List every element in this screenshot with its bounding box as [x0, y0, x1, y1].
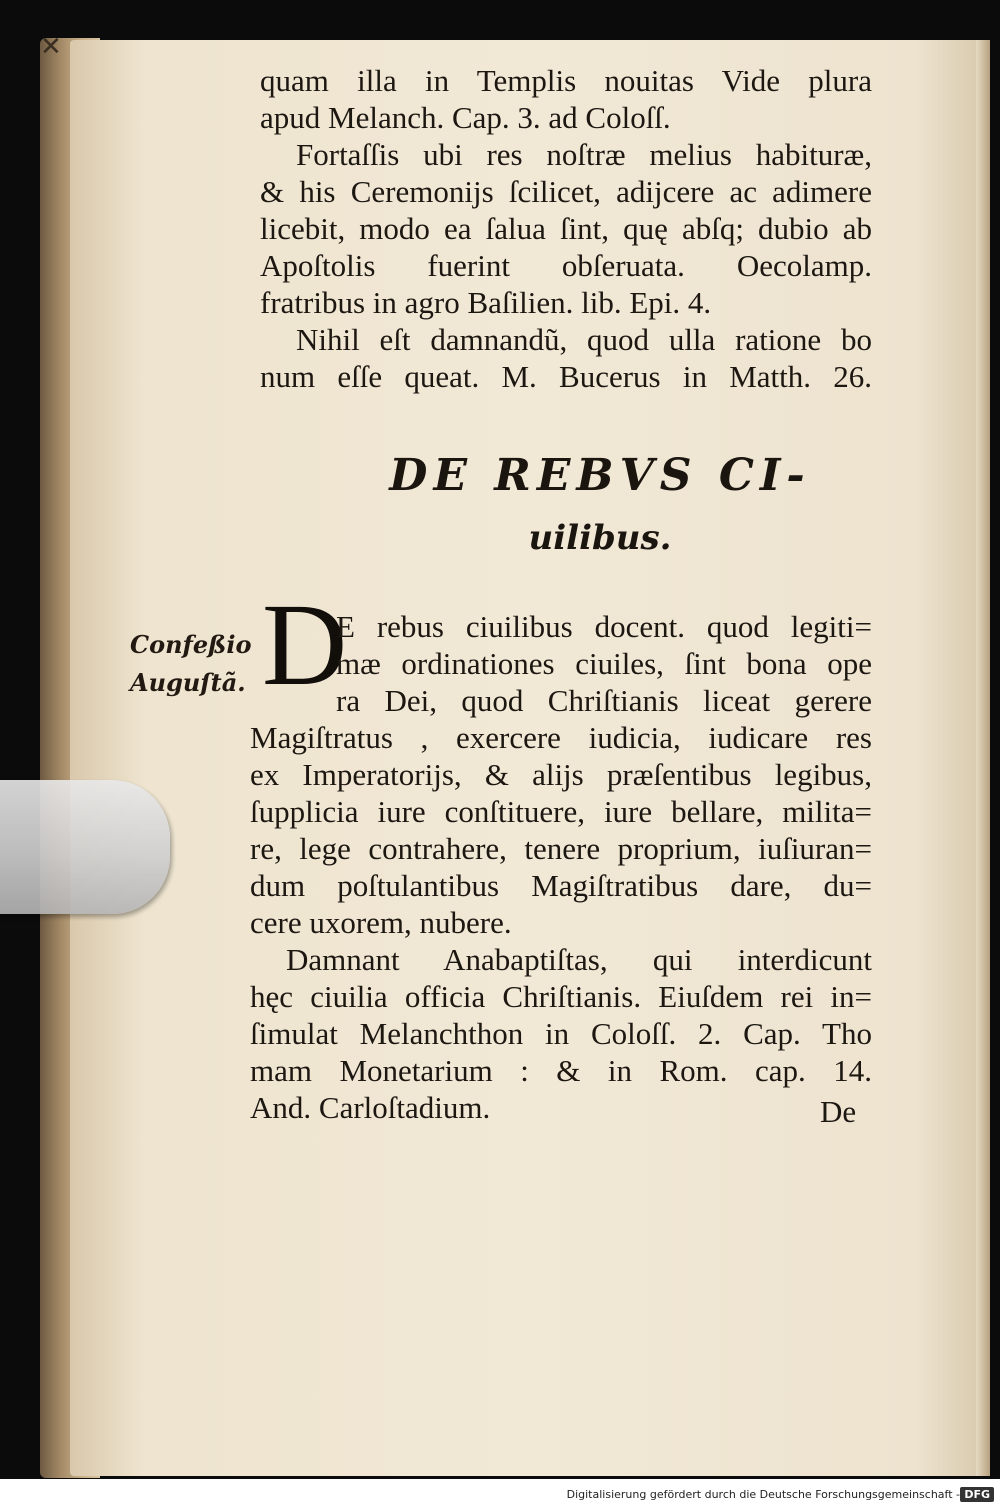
- text-line: ra Dei, quod Chriſtianis liceat gerere: [336, 683, 872, 718]
- corner-mark: ✕: [40, 32, 62, 62]
- text-line: mam Monetarium : & in Rom. cap. 14.: [250, 1053, 872, 1088]
- catchword: De: [820, 1094, 857, 1129]
- marginal-note: [130, 626, 252, 702]
- text-line: mæ ordinationes ciuiles, ſint bona ope: [336, 646, 872, 681]
- text-line: ſupplicia iure conſtituere, iure bellare, milita=: [250, 794, 872, 829]
- text-line: And. Carloſtadium.: [250, 1090, 491, 1125]
- marginal-note-line: Auguſtã.: [130, 668, 246, 697]
- text-line: ſimulat Melanchthon in Coloſſ. 2. Cap. Tho: [250, 1016, 872, 1051]
- text-line: num eſſe queat. M. Bucerus in Matth. 26.: [260, 359, 872, 394]
- text-line: Fortaſſis ubi res noſtræ melius habituræ,: [296, 137, 872, 172]
- page-clip: [0, 780, 170, 914]
- text-line: fratribus in agro Baſilien. lib. Epi. 4.: [260, 285, 712, 320]
- text-line: cere uxorem, nubere.: [250, 905, 512, 940]
- marginal-note-line: Confeßio: [130, 630, 252, 659]
- drop-cap: D: [262, 579, 348, 710]
- text-line: Nihil eſt damnandũ, quod ulla ratione bo: [296, 322, 872, 357]
- text-line: hęc ciuilia officia Chriſtianis. Eiuſdem rei in=: [250, 979, 872, 1014]
- text-block-dropcap: [336, 608, 872, 719]
- text-line: quam illa in Templis nouitas Vide plura: [260, 63, 872, 98]
- page-right-edge: [976, 40, 990, 1476]
- section-heading-continuation: uilibus.: [528, 518, 672, 558]
- text-line: E rebus ciuilibus docent. quod legiti=: [336, 609, 872, 644]
- text-line: Damnant Anabaptiſtas, qui interdicunt: [286, 942, 872, 977]
- text-line: & his Ceremonijs ſcilicet, adijcere ac adimere: [260, 174, 872, 209]
- dfg-logo: DFG: [960, 1487, 994, 1502]
- funding-credit: Digitalisierung gefördert durch die Deutsche Forschungsgemeinschaft -: [566, 1488, 960, 1501]
- text-line: re, lege contrahere, tenere proprium, iuſiuran=: [250, 831, 872, 866]
- text-line: Magiſtratus , exercere iudicia, iudicare res: [250, 720, 872, 755]
- footer-bar: [0, 1479, 1000, 1507]
- text-line: apud Melanch. Cap. 3. ad Coloſſ.: [260, 100, 671, 135]
- text-line: licebit, modo ea ſalua ſint, quę abſq; dubio ab: [260, 211, 872, 246]
- section-heading: DE REBVS CI-: [389, 450, 811, 501]
- text-block-main: [250, 719, 872, 1126]
- text-block-top: [260, 62, 872, 395]
- text-line: Apoſtolis fuerint obſeruata. Oecolamp.: [260, 248, 872, 283]
- text-line: dum poſtulantibus Magiſtratibus dare, du=: [250, 868, 872, 903]
- text-line: ex Imperatorijs, & alijs præſentibus legibus,: [250, 757, 872, 792]
